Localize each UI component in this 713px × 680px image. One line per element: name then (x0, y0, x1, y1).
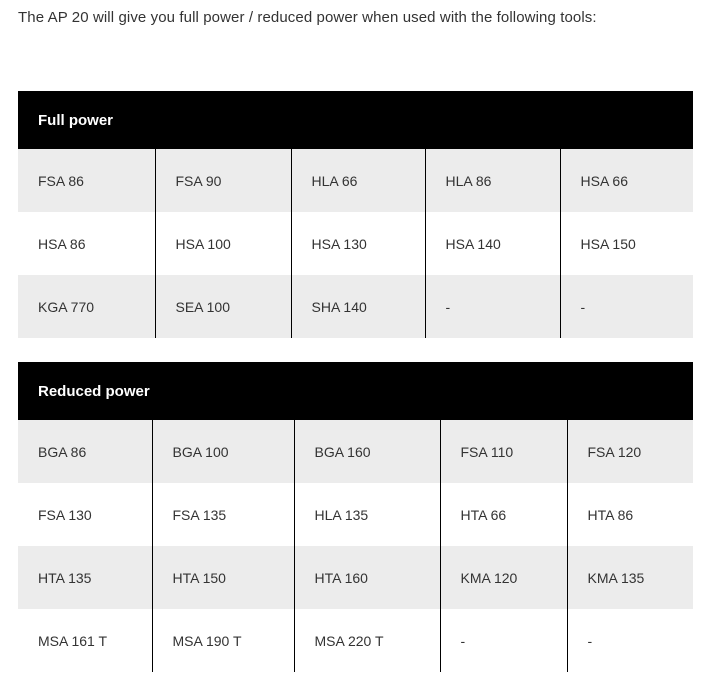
table-cell: HTA 150 (152, 546, 294, 609)
table-cell: HSA 100 (155, 212, 291, 275)
table-row (18, 275, 693, 338)
table-row (18, 420, 693, 483)
table-cell: HLA 135 (294, 483, 440, 546)
table-row (18, 212, 693, 275)
table-cell: HSA 66 (560, 149, 693, 212)
table-cell: KMA 135 (567, 546, 693, 609)
table-cell: HTA 66 (440, 483, 567, 546)
reduced-power-heading: Reduced power (18, 362, 693, 420)
full-power-table (18, 91, 693, 338)
table-cell: HSA 140 (425, 212, 560, 275)
table-cell: HSA 86 (18, 212, 155, 275)
table-cell: - (567, 609, 693, 672)
table-cell: HTA 160 (294, 546, 440, 609)
table-cell: FSA 90 (155, 149, 291, 212)
table-row (18, 546, 693, 609)
table-cell: BGA 86 (18, 420, 152, 483)
table-cell: HTA 86 (567, 483, 693, 546)
table-cell: FSA 120 (567, 420, 693, 483)
table-cell: BGA 100 (152, 420, 294, 483)
table-cell: SHA 140 (291, 275, 425, 338)
table-cell: SEA 100 (155, 275, 291, 338)
table-cell: HSA 150 (560, 212, 693, 275)
table-cell: MSA 190 T (152, 609, 294, 672)
full-power-heading: Full power (18, 91, 693, 149)
table-row (18, 483, 693, 546)
table-cell: - (425, 275, 560, 338)
table-cell: KGA 770 (18, 275, 155, 338)
table-cell: - (560, 275, 693, 338)
table-cell: - (440, 609, 567, 672)
table-cell: BGA 160 (294, 420, 440, 483)
intro-text: The AP 20 will give you full power / reduced power when used with the following tools: (18, 9, 597, 26)
table-cell: MSA 220 T (294, 609, 440, 672)
table-cell: MSA 161 T (18, 609, 152, 672)
table-cell: FSA 110 (440, 420, 567, 483)
table-row (18, 149, 693, 212)
table-cell: HTA 135 (18, 546, 152, 609)
table-cell: HSA 130 (291, 212, 425, 275)
table-cell: KMA 120 (440, 546, 567, 609)
table-cell: HLA 66 (291, 149, 425, 212)
table-cell: HLA 86 (425, 149, 560, 212)
table-cell: FSA 86 (18, 149, 155, 212)
table-cell: FSA 130 (18, 483, 152, 546)
reduced-power-table (18, 362, 693, 672)
table-cell: FSA 135 (152, 483, 294, 546)
table-row (18, 609, 693, 672)
